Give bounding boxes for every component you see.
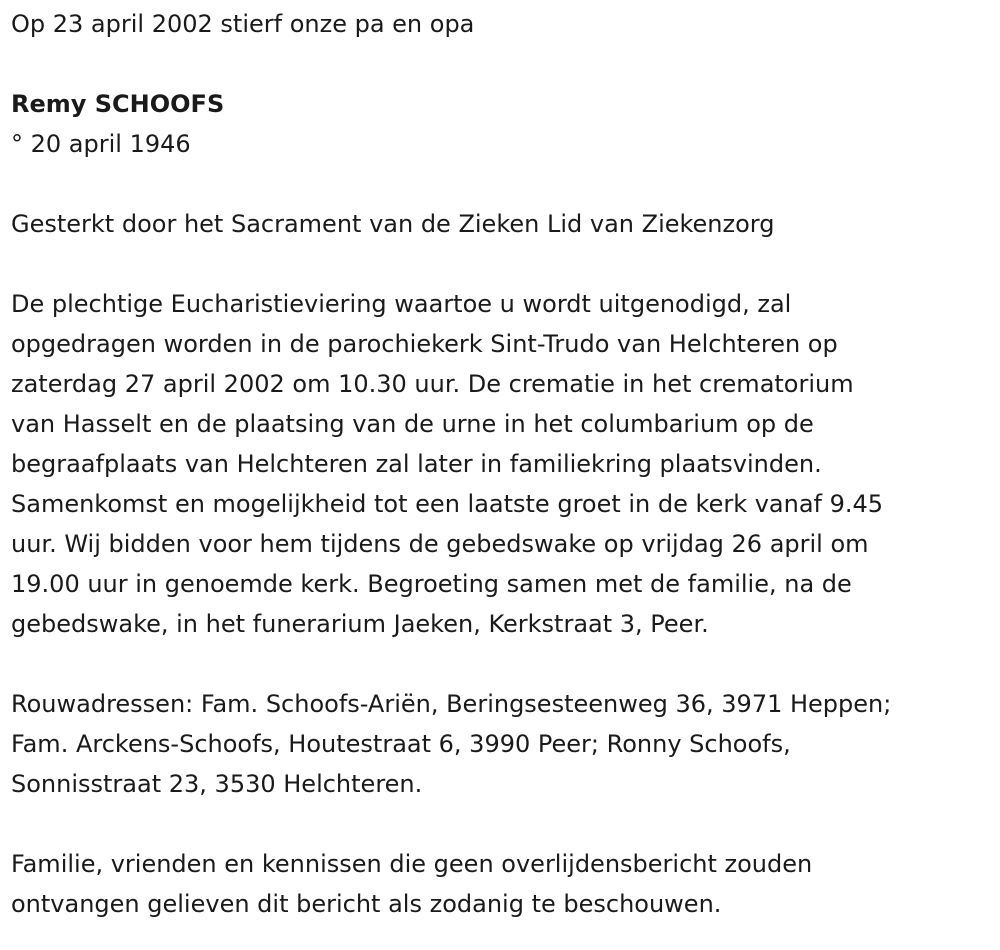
- spacer: [11, 804, 986, 844]
- sacrament-line: Gesterkt door het Sacrament van de Zieken Lid van Ziekenzorg: [11, 210, 775, 238]
- birth-date: ° 20 april 1946: [11, 130, 191, 158]
- ceremony-line: opgedragen worden in de parochiekerk Sint-Trudo van Helchteren op: [11, 330, 838, 358]
- ceremony-line: zaterdag 27 april 2002 om 10.30 uur. De crematie in het crematorium: [11, 370, 854, 398]
- deceased-name: Remy SCHOOFS: [11, 90, 225, 118]
- spacer: [11, 244, 986, 284]
- address-line: Rouwadressen: Fam. Schoofs-Ariën, Beringsesteenweg 36, 3971 Heppen;: [11, 690, 892, 718]
- spacer: [11, 164, 986, 204]
- announcement-line: Op 23 april 2002 stierf onze pa en opa: [11, 10, 475, 38]
- ceremony-paragraph: [11, 284, 986, 644]
- obituary-document: [11, 4, 986, 924]
- ceremony-line: gebedswake, in het funerarium Jaeken, Kerkstraat 3, Peer.: [11, 610, 709, 638]
- ceremony-line: Samenkomst en mogelijkheid tot een laatste groet in de kerk vanaf 9.45: [11, 490, 884, 518]
- ceremony-line: uur. Wij bidden voor hem tijdens de gebedswake op vrijdag 26 april om: [11, 530, 869, 558]
- closing-line: ontvangen gelieven dit bericht als zodanig te beschouwen.: [11, 890, 722, 918]
- spacer: [11, 44, 986, 84]
- closing-paragraph: [11, 844, 986, 924]
- ceremony-line: begraafplaats van Helchteren zal later in familiekring plaatsvinden.: [11, 450, 822, 478]
- ceremony-line: 19.00 uur in genoemde kerk. Begroeting samen met de familie, na de: [11, 570, 852, 598]
- address-line: Fam. Arckens-Schoofs, Houtestraat 6, 3990 Peer; Ronny Schoofs,: [11, 730, 791, 758]
- address-line: Sonnisstraat 23, 3530 Helchteren.: [11, 770, 423, 798]
- ceremony-line: van Hasselt en de plaatsing van de urne in het columbarium op de: [11, 410, 814, 438]
- addresses-paragraph: [11, 684, 986, 804]
- closing-line: Familie, vrienden en kennissen die geen overlijdensbericht zouden: [11, 850, 813, 878]
- ceremony-line: De plechtige Eucharistieviering waartoe u wordt uitgenodigd, zal: [11, 290, 792, 318]
- spacer: [11, 644, 986, 684]
